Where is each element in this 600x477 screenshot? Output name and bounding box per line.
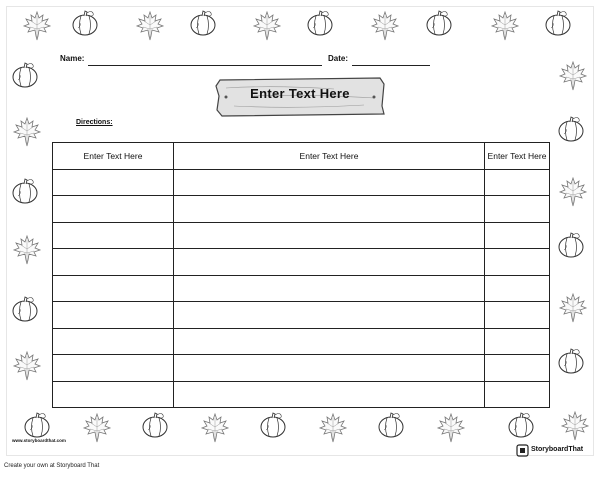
table-row bbox=[53, 275, 550, 301]
pumpkin-icon bbox=[506, 410, 536, 442]
table-row bbox=[53, 302, 550, 328]
pumpkin-icon bbox=[556, 230, 586, 262]
worksheet-table bbox=[52, 142, 550, 408]
table-row bbox=[53, 381, 550, 408]
maple-leaf-icon bbox=[12, 350, 42, 382]
table-cell[interactable] bbox=[485, 249, 550, 275]
table-cell[interactable] bbox=[53, 249, 174, 275]
table-cell[interactable] bbox=[174, 275, 485, 301]
table-cell[interactable] bbox=[53, 302, 174, 328]
name-label: Name: bbox=[60, 54, 85, 63]
table-cell[interactable] bbox=[174, 170, 485, 196]
table-row bbox=[53, 222, 550, 248]
directions-label: Directions: bbox=[76, 119, 113, 126]
table-cell[interactable] bbox=[485, 196, 550, 222]
table-cell[interactable] bbox=[174, 196, 485, 222]
table-cell[interactable] bbox=[174, 222, 485, 248]
table-cell[interactable] bbox=[174, 355, 485, 381]
pumpkin-icon bbox=[140, 410, 170, 442]
table-cell[interactable] bbox=[485, 275, 550, 301]
table-row bbox=[53, 196, 550, 222]
table-body bbox=[53, 170, 550, 408]
storyboard-logo-icon bbox=[516, 444, 529, 457]
maple-leaf-icon bbox=[558, 176, 588, 208]
maple-leaf-icon bbox=[82, 412, 112, 444]
table-cell[interactable] bbox=[53, 381, 174, 408]
table-header-row bbox=[53, 143, 550, 170]
pumpkin-icon bbox=[10, 60, 40, 92]
table-cell[interactable] bbox=[53, 328, 174, 354]
maple-leaf-icon bbox=[558, 292, 588, 324]
pumpkin-icon bbox=[305, 8, 335, 40]
table-cell[interactable] bbox=[174, 381, 485, 408]
table-cell[interactable] bbox=[485, 355, 550, 381]
pumpkin-icon bbox=[556, 114, 586, 146]
table-cell[interactable] bbox=[485, 222, 550, 248]
table-cell[interactable] bbox=[53, 170, 174, 196]
table-cell[interactable] bbox=[174, 302, 485, 328]
pumpkin-icon bbox=[258, 410, 288, 442]
table-row bbox=[53, 328, 550, 354]
maple-leaf-icon bbox=[558, 60, 588, 92]
pumpkin-icon bbox=[543, 8, 573, 40]
name-field[interactable] bbox=[88, 65, 322, 66]
pumpkin-icon bbox=[188, 8, 218, 40]
pumpkin-icon bbox=[10, 176, 40, 208]
pumpkin-icon bbox=[376, 410, 406, 442]
page-title[interactable]: Enter Text Here bbox=[250, 86, 350, 101]
table-row bbox=[53, 249, 550, 275]
maple-leaf-icon bbox=[436, 412, 466, 444]
pumpkin-icon bbox=[556, 346, 586, 378]
column-header-3[interactable]: Enter Text Here bbox=[485, 143, 550, 170]
table-cell[interactable] bbox=[485, 170, 550, 196]
maple-leaf-icon bbox=[200, 412, 230, 444]
date-label: Date: bbox=[328, 54, 349, 63]
table-cell[interactable] bbox=[174, 249, 485, 275]
maple-leaf-icon bbox=[318, 412, 348, 444]
maple-leaf-icon bbox=[12, 234, 42, 266]
column-header-1[interactable]: Enter Text Here bbox=[53, 143, 174, 170]
maple-leaf-icon bbox=[560, 410, 590, 442]
pumpkin-icon bbox=[424, 8, 454, 40]
table-cell[interactable] bbox=[485, 328, 550, 354]
table-cell[interactable] bbox=[485, 381, 550, 408]
maple-leaf-icon bbox=[490, 10, 520, 42]
table-cell[interactable] bbox=[485, 302, 550, 328]
date-field[interactable] bbox=[352, 65, 430, 66]
pumpkin-icon bbox=[10, 294, 40, 326]
maple-leaf-icon bbox=[135, 10, 165, 42]
table-cell[interactable] bbox=[53, 355, 174, 381]
table-cell[interactable] bbox=[53, 222, 174, 248]
brand-logo-text: StoryboardThat bbox=[531, 446, 584, 453]
footer-text[interactable]: Create your own at Storyboard That bbox=[4, 463, 100, 469]
maple-leaf-icon bbox=[22, 10, 52, 42]
maple-leaf-icon bbox=[252, 10, 282, 42]
maple-leaf-icon bbox=[12, 116, 42, 148]
column-header-2[interactable]: Enter Text Here bbox=[174, 143, 485, 170]
maple-leaf-icon bbox=[370, 10, 400, 42]
table-cell[interactable] bbox=[174, 328, 485, 354]
table-row bbox=[53, 170, 550, 196]
table-cell[interactable] bbox=[53, 196, 174, 222]
site-url: www.storyboardthat.com bbox=[12, 438, 66, 443]
table-row bbox=[53, 355, 550, 381]
table-cell[interactable] bbox=[53, 275, 174, 301]
pumpkin-icon bbox=[70, 8, 100, 40]
